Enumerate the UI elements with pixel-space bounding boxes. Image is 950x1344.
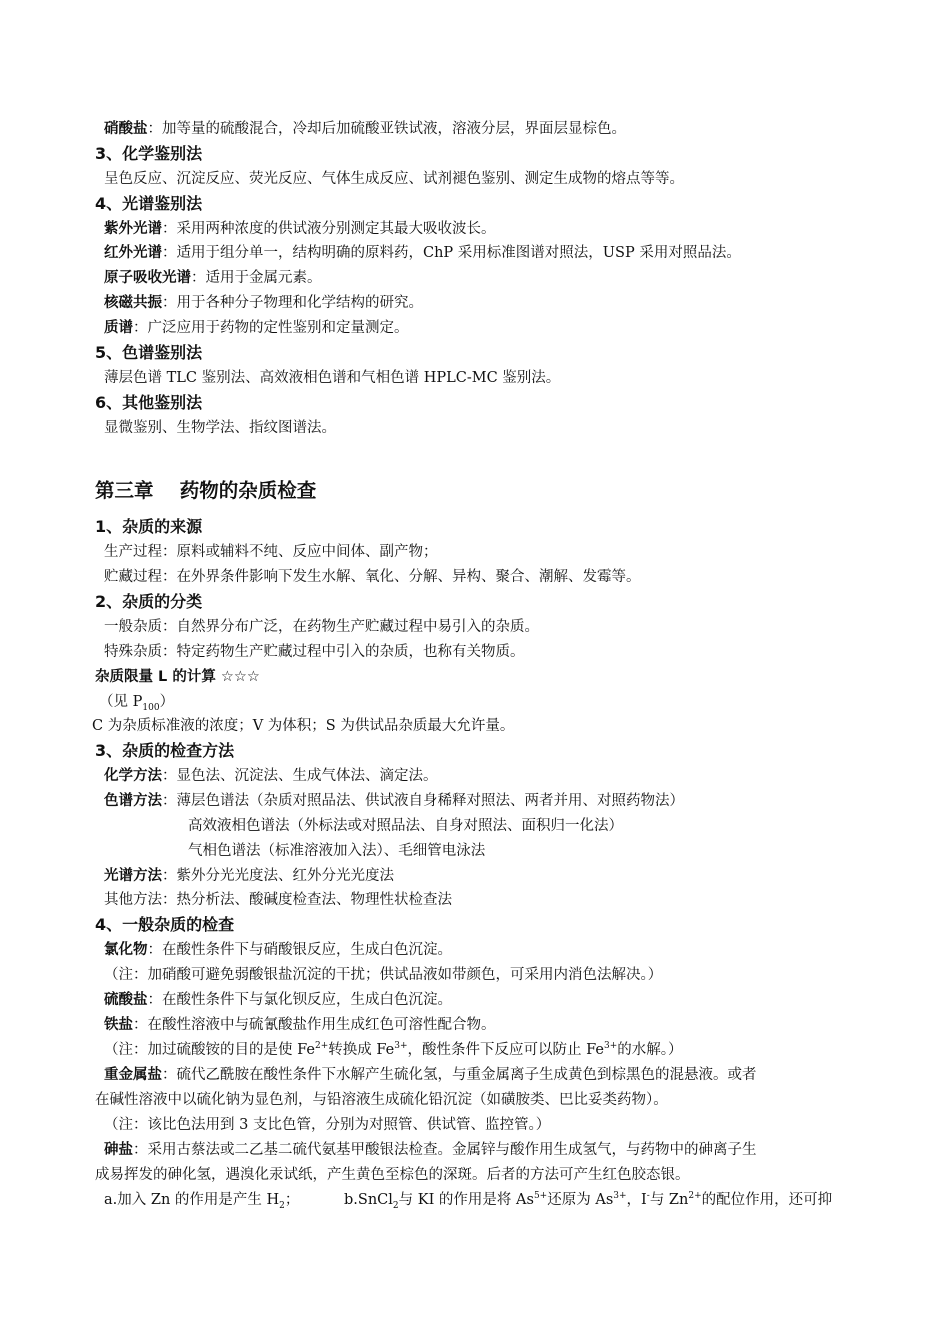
spectro-method-line: [104, 865, 394, 887]
note-part: ；: [284, 1192, 300, 1208]
term-text: ：适用于金属元素。: [191, 270, 322, 286]
note-part: 还原为 As: [547, 1192, 614, 1208]
term-label: 重金属盐: [104, 1067, 162, 1083]
sulfate-line: [104, 989, 452, 1011]
term-text: ：采用两种浓度的供试液分别测定其最大吸收波长。: [162, 221, 496, 237]
formula-subscript: 2: [392, 1200, 399, 1211]
iron-note: [104, 1039, 683, 1061]
note-part: 转换成 Fe: [328, 1042, 395, 1058]
body-text: 生产过程：原料或辅料不纯、反应中间体、副产物；: [104, 544, 438, 560]
chloride-line: [104, 939, 452, 961]
section-heading: 6、其他鉴别法: [95, 393, 203, 412]
section-heading: 4、光谱鉴别法: [95, 194, 203, 213]
charge-superscript: 3+: [394, 1041, 408, 1052]
body-text: 显微鉴别、生物学法、指纹图谱法。: [104, 420, 336, 436]
heavy-metal-line: [104, 1064, 757, 1086]
term-label: 硝酸盐: [104, 121, 148, 137]
term-text: ：广泛应用于药物的定性鉴别和定量测定。: [133, 320, 409, 336]
note-part: 与 Zn: [649, 1192, 689, 1208]
term-text: ：硫代乙酰胺在酸性条件下水解产生硫化氢，与重金属离子生成黄色到棕黑色的混悬液。或者: [162, 1067, 757, 1083]
body-text: 贮藏过程：在外界条件影响下发生水解、氧化、分解、异构、聚合、潮解、发霉等。: [104, 569, 641, 585]
chapter-title: 第三章 药物的杂质检查: [95, 479, 317, 502]
charge-superscript: 3+: [603, 1041, 618, 1052]
term-label: 砷盐: [104, 1142, 133, 1158]
term-label: 硫酸盐: [104, 992, 148, 1008]
term-label: 原子吸收光谱: [104, 270, 191, 286]
body-text: 其他方法：热分析法、酸碱度检查法、物理性状检查法: [104, 892, 452, 908]
body-text: 高效液相色谱法（外标法或对照品法、自身对照法、面积归一化法）: [188, 818, 623, 834]
body-text: 呈色反应、沉淀反应、荧光反应、气体生成反应、试剂褪色鉴别、测定生成物的熔点等等。: [104, 171, 684, 187]
term-text: ：在酸性条件下与硝酸银反应，生成白色沉淀。: [147, 942, 452, 958]
subsection-heading: 杂质限量 L 的计算 ☆☆☆: [95, 669, 260, 685]
term-text: ：在酸性条件下与氯化钡反应，生成白色沉淀。: [147, 992, 452, 1008]
term-text: ：薄层色谱法（杂质对照品法、供试液自身稀释对照法、两者并用、对照药物法）: [162, 793, 684, 809]
body-text: C 为杂质标准液的浓度；V 为体积；S 为供试品杂质最大允许量。: [92, 718, 515, 734]
charge-superscript: 5+: [533, 1191, 548, 1202]
body-text: 薄层色谱 TLC 鉴别法、高效液相色谱和气相色谱 HPLC-MC 鉴别法。: [104, 370, 561, 386]
term-label: 光谱方法: [104, 868, 162, 884]
ir-line: [104, 242, 741, 264]
charge-superscript: 2+: [314, 1041, 329, 1052]
aas-line: [104, 267, 322, 289]
chem-method-line: [104, 765, 438, 787]
charge-superscript: 3+: [613, 1191, 627, 1202]
note-part: 的水解。）: [617, 1042, 683, 1058]
term-label: 紫外光谱: [104, 221, 162, 237]
term-label: 色谱方法: [104, 793, 162, 809]
arsenic-line: [104, 1139, 757, 1161]
term-text: ：采用古蔡法或二乙基二硫代氨基甲酸银法检查。金属锌与酸作用生成氢气，与药物中的砷离子生: [133, 1142, 757, 1158]
arsenic-note-a: [104, 1189, 299, 1211]
note-part: 的配位作用，还可抑: [701, 1192, 833, 1208]
section-heading: 2、杂质的分类: [95, 592, 203, 611]
term-text: ：显色法、沉淀法、生成气体法、滴定法。: [162, 768, 438, 784]
body-text: 特殊杂质：特定药物生产贮藏过程中引入的杂质，也称有关物质。: [104, 644, 525, 660]
arsenic-note-b: [344, 1189, 832, 1211]
term-text: ：适用于组分单一，结构明确的原料药，ChP 采用标准图谱对照法，USP 采用对照品法。: [162, 245, 741, 261]
term-label: 核磁共振: [104, 295, 162, 311]
term-label: 铁盐: [104, 1017, 133, 1033]
note-part: 与 KI 的作用是将 As: [398, 1192, 534, 1208]
charge-superscript: 2+: [688, 1191, 702, 1202]
note-text: （注：该比色法用到 3 支比色管，分别为对照管、供试管、监控管。）: [104, 1117, 551, 1133]
term-label: 氯化物: [104, 942, 148, 958]
body-text: 气相色谱法（标准溶液加入法）、毛细管电泳法: [188, 843, 486, 859]
term-label: 红外光谱: [104, 245, 162, 261]
note-text: （注：加硝酸可避免弱酸银盐沉淀的干扰；供试品液如带颜色，可采用内消色法解决。）: [104, 967, 663, 983]
term-label: 质谱: [104, 320, 133, 336]
ref-text-end: ）: [159, 694, 175, 710]
ref-text: （见 P: [99, 694, 143, 710]
term-text: ：紫外分光光度法、红外分光光度法: [162, 868, 394, 884]
ref-subscript: 100: [142, 702, 160, 713]
note-part: （注：加过硫酸铵的目的是使 Fe: [104, 1042, 315, 1058]
term-label: 化学方法: [104, 768, 162, 784]
section-heading: 3、化学鉴别法: [95, 144, 203, 163]
section-heading: 1、杂质的来源: [95, 517, 203, 536]
body-text: 成易挥发的砷化氢，遇溴化汞试纸，产生黄色至棕色的深斑。后者的方法可产生红色胶态银。: [95, 1167, 690, 1183]
body-text: 一般杂质：自然界分布广泛，在药物生产贮藏过程中易引入的杂质。: [104, 619, 539, 635]
note-part: b.SnCl: [344, 1192, 393, 1208]
note-part: ，酸性条件下反应可以防止 Fe: [407, 1042, 604, 1058]
term-text: ：加等量的硫酸混合，冷却后加硫酸亚铁试液，溶液分层，界面层显棕色。: [147, 121, 626, 137]
nmr-line: [104, 292, 423, 314]
body-text: 在碱性溶液中以硫化钠为显色剂，与铅溶液生成硫化铅沉淀（如磺胺类、巴比妥类药物）。: [95, 1092, 668, 1108]
note-part: a.加入 Zn 的作用是产生 H: [104, 1192, 280, 1208]
term-text: ：在酸性溶液中与硫氰酸盐作用生成红色可溶性配合物。: [133, 1017, 496, 1033]
term-text: ：用于各种分子物理和化学结构的研究。: [162, 295, 423, 311]
page-reference: [99, 691, 174, 713]
section-heading: 3、杂质的检查方法: [95, 741, 235, 760]
iron-line: [104, 1014, 496, 1036]
section-heading: 4、一般杂质的检查: [95, 915, 235, 934]
ms-line: [104, 317, 409, 339]
section-heading: 5、色谱鉴别法: [95, 343, 203, 362]
uv-line: [104, 218, 496, 240]
charge-superscript: -: [646, 1191, 650, 1202]
formula-subscript: 2: [279, 1200, 285, 1211]
chrom-method-line: [104, 790, 684, 812]
note-part: ，I: [626, 1192, 647, 1208]
nitrate-line: [104, 118, 626, 140]
